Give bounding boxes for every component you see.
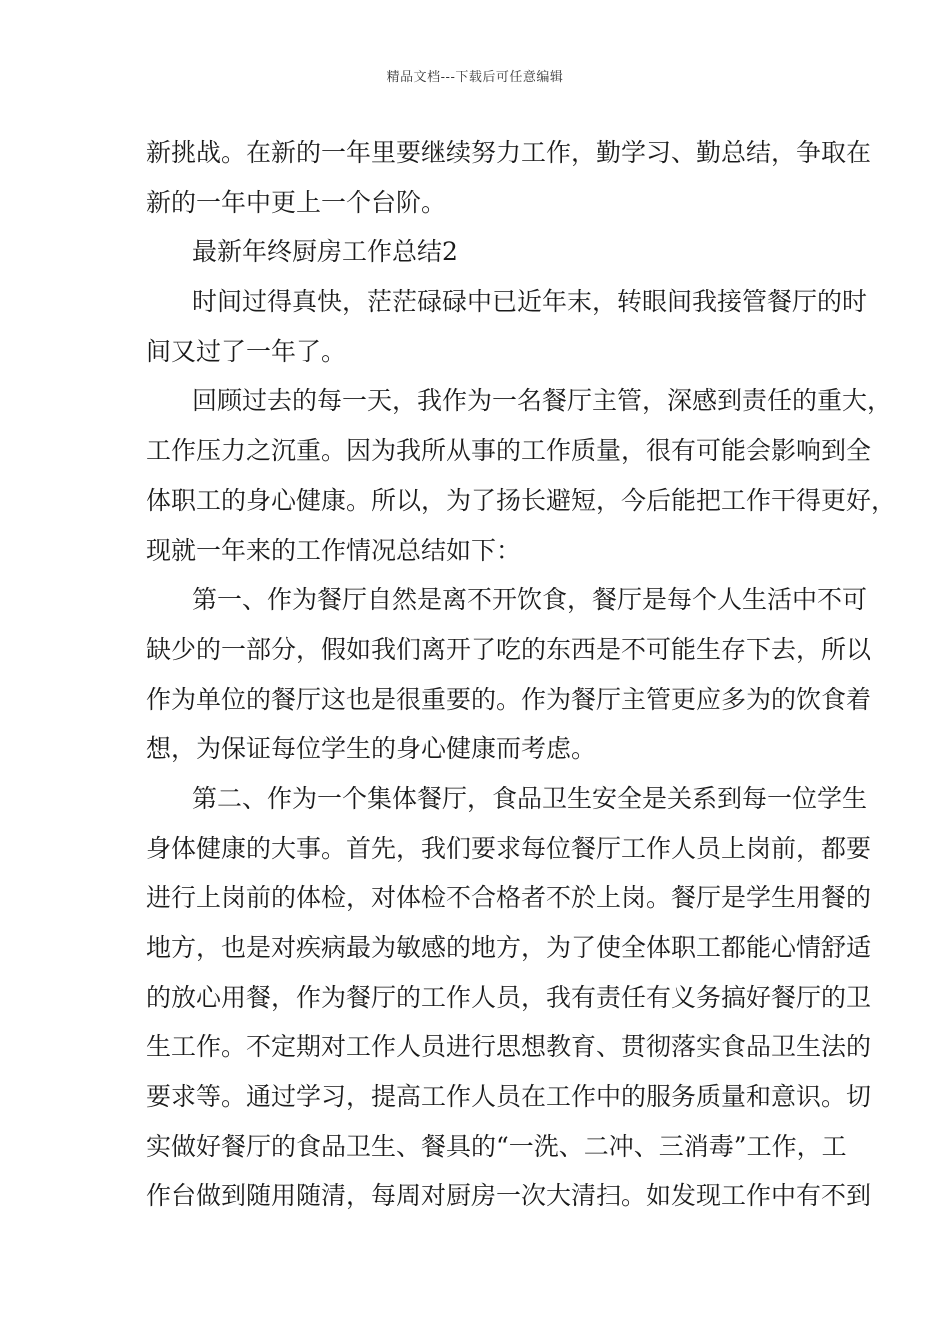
text-line: 地方，也是对疾病最为敏感的地方，为了使全体职工都能心情舒适 [146,933,872,962]
paragraph [146,774,872,1221]
text-line: 新的一年中更上一个台阶。 [146,187,447,217]
page-header: 精品文档---下载后可任意编辑 [386,70,564,85]
text-line: 第一、作为餐厅自然是离不开饮食，餐厅是每个人生活中不可 [192,585,868,615]
paragraph [146,376,897,575]
text-line: 新挑战。在新的一年里要继续努力工作，勤学习、勤总结，争取在 [146,138,872,167]
text-line: 体职工的身心健康。所以，为了扬长避短，今后能把工作干得更好， [146,485,897,515]
text-line: 时间过得真快，茫茫碌碌中已近年末，转眼间我接管餐厅的时 [192,287,868,317]
text-line: 生工作。不定期对工作人员进行思想教育、贯彻落实食品卫生法的 [146,1032,872,1062]
section-title [146,227,816,277]
document-body [146,128,897,1221]
paragraph-continuation [146,128,872,227]
text-line: 工作压力之沉重。因为我所从事的工作质量，很有可能会影响到全 [146,436,872,466]
text-line: 要求等。通过学习，提高工作人员在工作中的服务质量和意识。切 [146,1082,872,1112]
text-line: 第二、作为一个集体餐厅，食品卫生安全是关系到每一位学生 [192,783,868,813]
text-line: 作为单位的餐厅这也是很重要的。作为餐厅主管更应多为的饮食着 [146,684,872,714]
text-line: 回顾过去的每一天，我作为一名餐厅主管，深感到责任的重大， [192,386,893,416]
text-line: 想，为保证每位学生的身心健康而考虑。 [146,734,597,764]
text-line: 作台做到随用随清，每周对厨房一次大清扫。如发现工作中有不到 [146,1181,872,1211]
text-line: 的放心用餐，作为餐厅的工作人员，我有责任有义务搞好餐厅的卫 [146,982,872,1012]
text-line: 最新年终厨房工作总结2 [192,237,458,267]
text-line: 进行上岗前的体检，对体检不合格者不於上岗。餐厅是学生用餐的 [146,883,872,913]
text-line: 身体健康的大事。首先，我们要求每位餐厅工作人员上岗前，都要 [146,833,872,863]
text-line: 现就一年来的工作情况总结如下： [146,535,522,565]
text-line: 实做好餐厅的食品卫生、餐具的“一洗、二冲、三消毒”工作，工 [146,1131,847,1161]
text-line: 缺少的一部分，假如我们离开了吃的东西是不可能生存下去，所以 [146,634,872,664]
text-line: 间又过了一年了。 [146,336,347,366]
paragraph [146,575,872,774]
paragraph [146,277,868,376]
